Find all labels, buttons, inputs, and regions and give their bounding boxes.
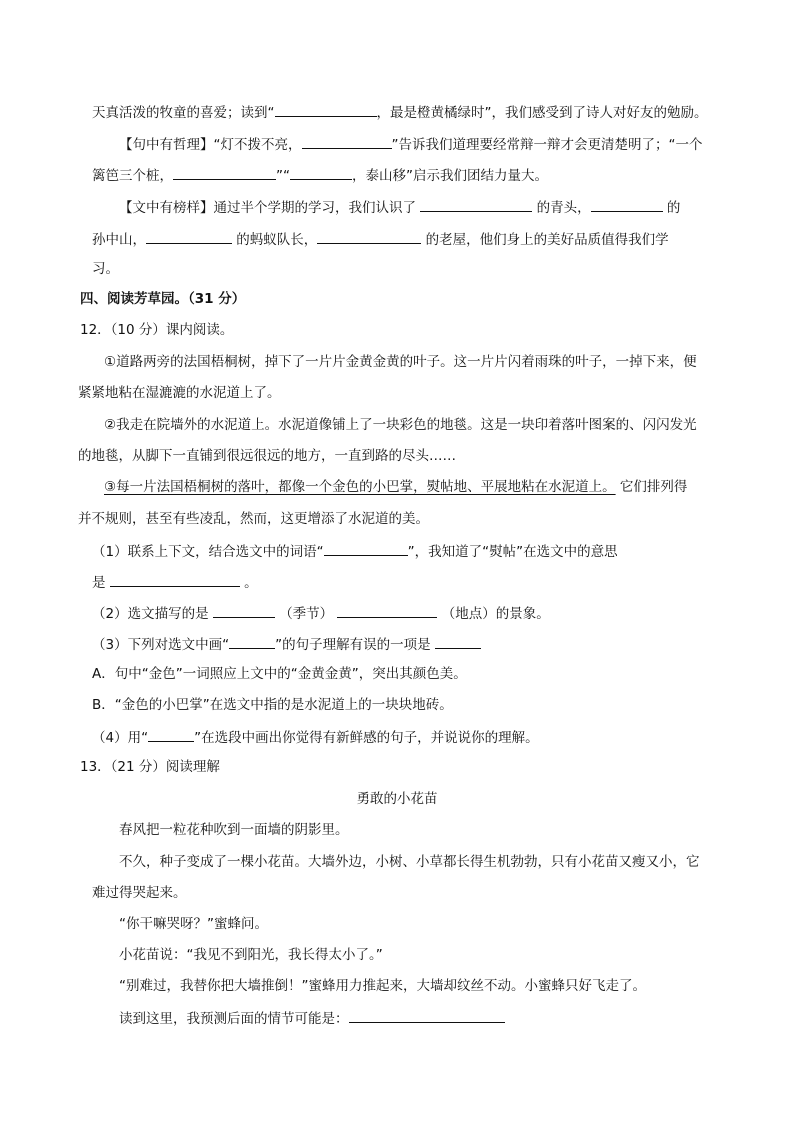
text: 。: [244, 575, 258, 591]
passage-line: ①道路两旁的法国梧桐树，掉下了一片片金黄金黄的叶子。这一片片闪着雨珠的叶子，一掉下来，便: [104, 354, 697, 370]
text: 的青头，: [536, 200, 591, 216]
text: ，最是橙黄橘绿时”，我们感受到了诗人对好友的勉励。: [376, 105, 708, 121]
answer-blank[interactable]: [148, 727, 194, 742]
passage-line: 的地毯，从脚下一直铺到很远很远的地方，一直到路的尽头……: [78, 448, 456, 464]
text: （季节）: [279, 606, 334, 622]
sub-question: [92, 541, 618, 561]
text: ”告诉我们道理要经常辩一辩才会更清楚明了；“一个: [391, 137, 703, 153]
option-a[interactable]: A．句中“金色”一词照应上文中的“金黄金黄”，突出其颜色美。: [92, 666, 467, 682]
underlined-sentence: ③每一片法国梧桐树的落叶，都像一个金色的小巴掌，熨帖地、平展地粘在水泥道上。: [104, 479, 616, 495]
text: ”，我知道了“熨帖”在选文中的意思: [407, 544, 618, 560]
text: ”“: [276, 168, 290, 184]
passage-line: 并不规则，甚至有些凌乱，然而，这更增添了水泥道的美。: [78, 511, 429, 527]
sub-question: [92, 603, 550, 623]
text: ”的句子理解有误的一项是: [275, 637, 431, 653]
answer-blank[interactable]: [349, 1008, 505, 1023]
text: 篱笆三个桩，: [92, 168, 173, 184]
answer-blank[interactable]: [324, 541, 408, 556]
passage-line: 不久，种子变成了一棵小花苗。大墙外边，小树、小草都长得生机勃勃，只有小花苗又瘦又小，它: [119, 854, 700, 870]
sub-question: [92, 572, 258, 592]
text: （3）下列对选文中画“: [92, 637, 230, 653]
text-line: [92, 229, 669, 249]
text: （1）联系上下文，结合选文中的词语“: [92, 544, 324, 560]
text: 是: [92, 575, 106, 591]
text: 天真活泼的牧童的喜爱；读到“: [92, 105, 275, 121]
text: ”在选段中画出你觉得有新鲜感的句子，并说说你的理解。: [194, 730, 539, 746]
text-line: [119, 134, 703, 154]
passage-line: [119, 1008, 505, 1028]
passage-line: 难过得哭起来。: [92, 885, 187, 901]
answer-blank[interactable]: [173, 165, 276, 180]
answer-blank[interactable]: [275, 102, 377, 117]
text: 【句中有哲理】“灯不拨不亮，: [119, 137, 302, 153]
text: （地点）的景象。: [441, 606, 550, 622]
answer-blank[interactable]: [302, 134, 392, 149]
answer-blank[interactable]: [110, 572, 240, 587]
text: 读到这里，我预测后面的情节可能是：: [119, 1011, 349, 1027]
answer-blank[interactable]: [290, 165, 352, 180]
text: 【文中有榜样】通过半个学期的学习，我们认识了: [119, 200, 416, 216]
option-b[interactable]: B．“金色的小巴掌”在选文中指的是水泥道上的一块块地砖。: [92, 697, 453, 713]
answer-blank[interactable]: [229, 634, 275, 649]
passage-line: 小花苗说：“我见不到阳光，我长得太小了。”: [119, 947, 383, 963]
passage-line: “你干嘛哭呀？”蜜蜂问。: [119, 916, 268, 932]
sub-question: [92, 634, 481, 654]
answer-blank[interactable]: [317, 229, 421, 244]
text: ，泰山移”启示我们团结力量大。: [352, 168, 548, 184]
text: 习。: [92, 261, 119, 277]
text: 它们排列得: [615, 479, 688, 495]
text-line: [119, 197, 680, 217]
text: （4）用“: [92, 730, 149, 746]
sub-question: [92, 727, 539, 747]
section-heading: 四、阅读芳草园。（31 分）: [80, 291, 246, 307]
answer-blank[interactable]: [435, 634, 481, 649]
answer-blank[interactable]: [591, 197, 663, 212]
answer-blank[interactable]: [420, 197, 532, 212]
text: 孙中山，: [92, 232, 146, 248]
text-line: [92, 102, 708, 122]
passage-title: 勇敢的小花苗: [356, 791, 438, 807]
text: 的蚂蚁队长，: [236, 232, 318, 248]
answer-blank[interactable]: [213, 603, 275, 618]
passage-line: 紧紧地粘在湿漉漉的水泥道上了。: [78, 385, 281, 401]
text-line: [92, 260, 119, 278]
text: 的老屋，他们身上的美好品质值得我们学: [425, 232, 669, 248]
text: （2）选文描写的是: [92, 606, 209, 622]
text-line: [92, 165, 548, 185]
text: 的: [666, 200, 681, 216]
passage-line: 春风把一粒花种吹到一面墙的阴影里。: [119, 822, 349, 838]
question-heading: 13．（21 分）阅读理解: [80, 759, 220, 775]
passage-line: ②我走在院墙外的水泥道上。水泥道像铺上了一块彩色的地毯。这是一块印着落叶图案的、闪闪发光: [104, 417, 697, 433]
question-heading: 12．（10 分）课内阅读。: [80, 322, 234, 338]
answer-blank[interactable]: [146, 229, 232, 244]
passage-line: [104, 478, 687, 496]
answer-blank[interactable]: [337, 603, 437, 618]
passage-line: “别难过，我替你把大墙推倒！”蜜蜂用力推起来，大墙却纹丝不动。小蜜蜂只好飞走了。: [119, 978, 646, 994]
